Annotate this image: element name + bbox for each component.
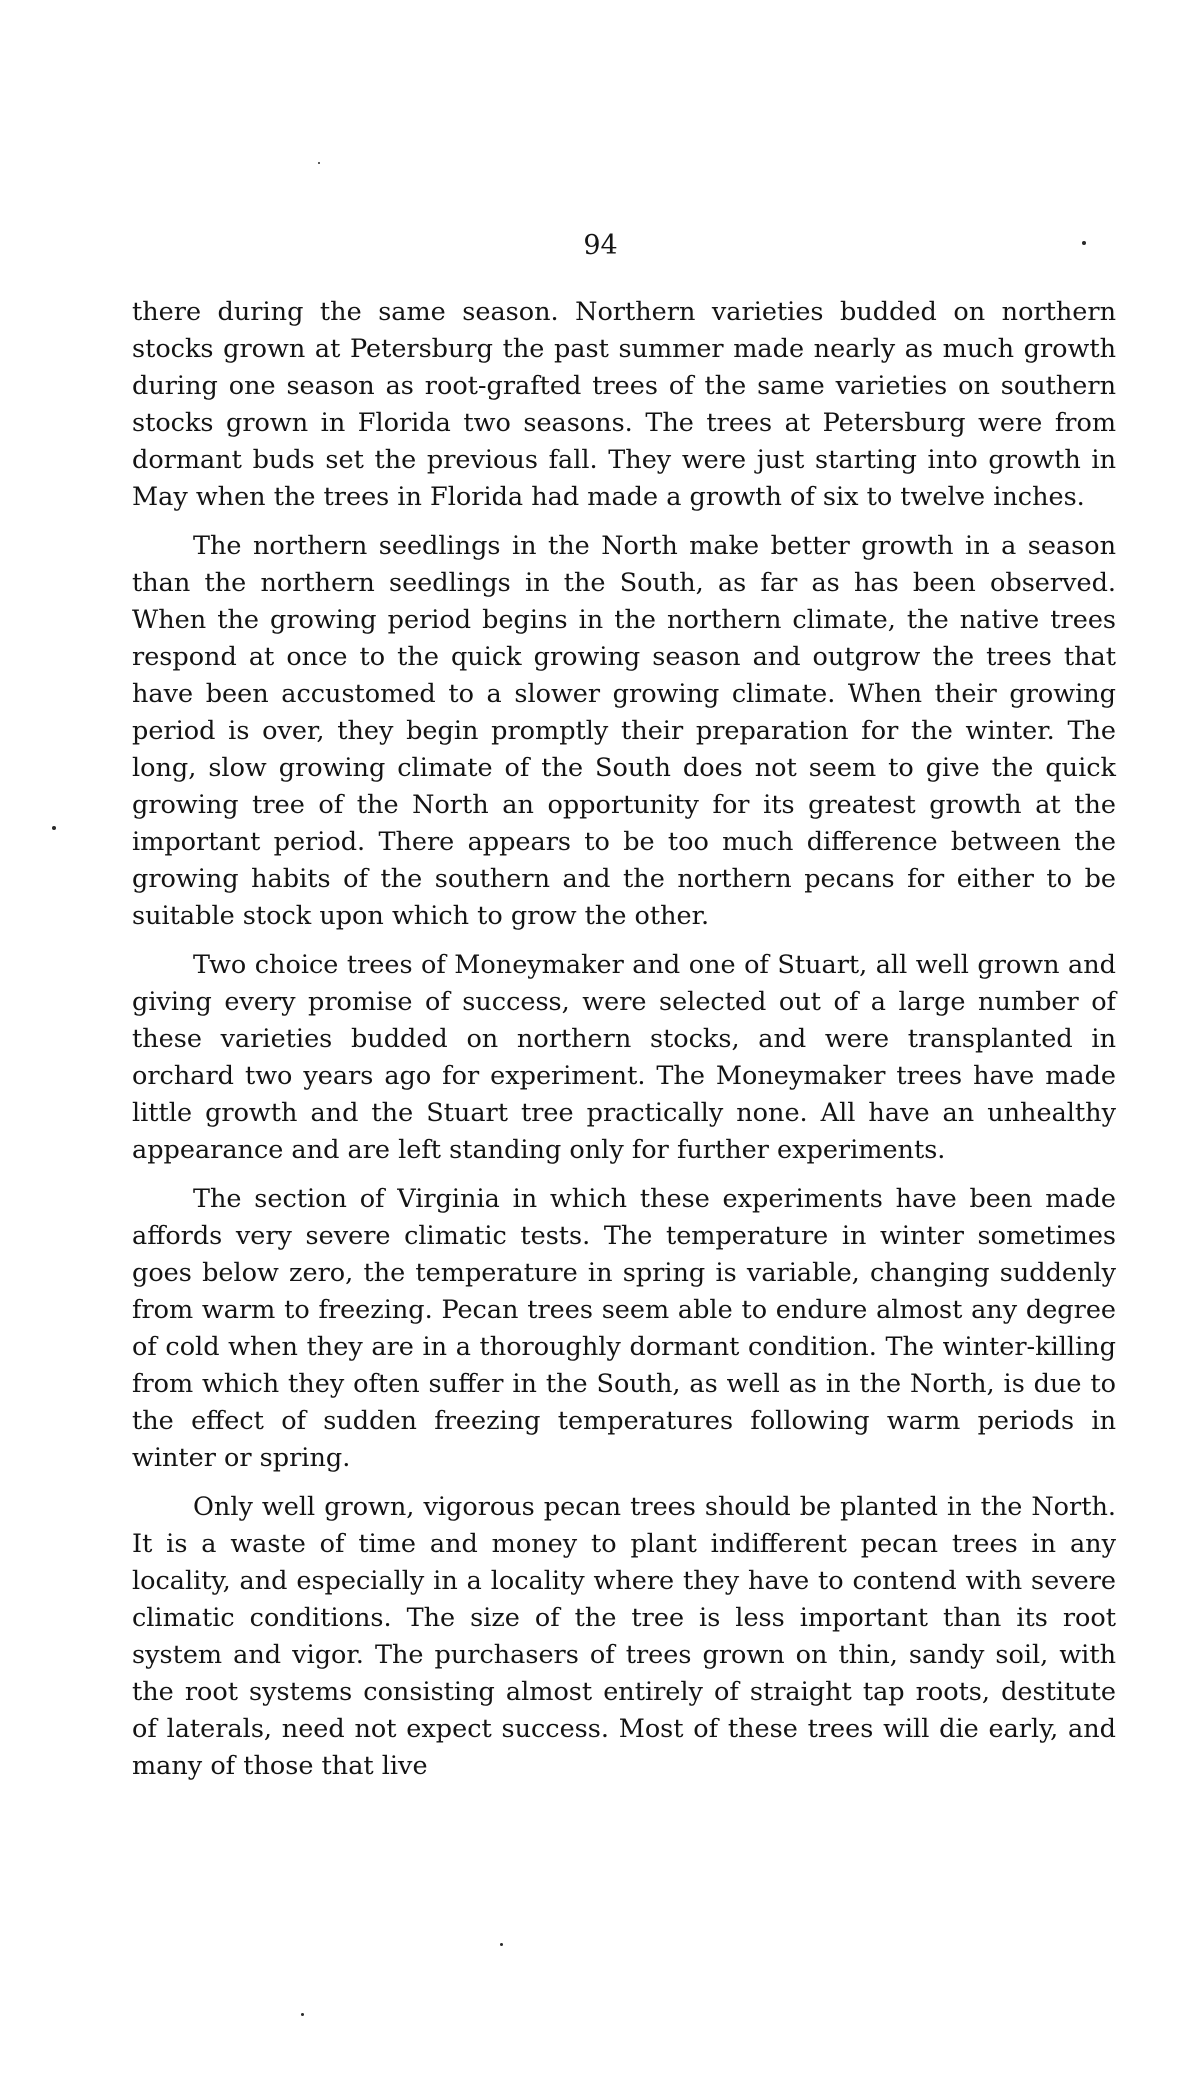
paragraph-4: The section of Virginia in which these experiments have been made affords very severe climatic tests. The temperature in winter sometimes goes below zero, the temperature in spring is variable, changing suddenly from warm to freezing. Pecan trees seem able to endure almost any degree of cold when they are in a thoroughly dormant condition. The winter-killing from which they often suffer in the South, as well as in the North, is due to the effect of sudden freezing temperatures following warm periods in winter or spring. bbox=[132, 1184, 1116, 1473]
scan-speck bbox=[1082, 241, 1086, 245]
paragraph-1: there during the same season. Northern varieties budded on northern stocks grown at Petersburg the past summer made nearly as much growth during one season as root-grafted trees of the same varieties on southern stocks grown in Florida two seasons. The trees at Petersburg were from dormant buds set the previous fall. They were just starting into growth in May when the trees in Florida had made a growth of six to twelve inches. bbox=[132, 297, 1116, 512]
paragraph-2: The northern seedlings in the North make better growth in a season than the northern seedlings in the South, as far as has been observed. When the growing period begins in the northern climate, the native trees respond at once to the quick growing season and outgrow the trees that have been accustomed to a slower growing climate. When their growing period is over, they begin promptly their preparation for the winter. The long, slow growing climate of the South does not seem to give the quick growing tree of the North an opportunity for its greatest growth at the important period. There appears to be too much difference between the growing habits of the southern and the northern pecans for either to be suitable stock upon which to grow the other. bbox=[132, 531, 1116, 931]
scan-speck bbox=[500, 1943, 503, 1946]
scan-speck bbox=[301, 2013, 304, 2016]
page-number: 94 bbox=[583, 230, 618, 261]
body-text bbox=[132, 294, 1116, 1797]
scan-speck bbox=[318, 162, 320, 164]
scan-speck bbox=[52, 826, 56, 830]
paragraph-3: Two choice trees of Moneymaker and one of Stuart, all well grown and giving every promise of success, were selected out of a large number of these varieties budded on northern stocks, and were transplanted in orchard two years ago for experiment. The Moneymaker trees have made little growth and the Stuart tree practically none. All have an unhealthy appearance and are left standing only for further experiments. bbox=[132, 950, 1116, 1165]
paragraph-5: Only well grown, vigorous pecan trees should be planted in the North. It is a waste of time and money to plant indifferent pecan trees in any locality, and especially in a locality where they have to contend with severe climatic conditions. The size of the tree is less important than its root system and vigor. The purchasers of trees grown on thin, sandy soil, with the root systems consisting almost entirely of straight tap roots, destitute of laterals, need not expect success. Most of these trees will die early, and many of those that live bbox=[132, 1492, 1116, 1781]
